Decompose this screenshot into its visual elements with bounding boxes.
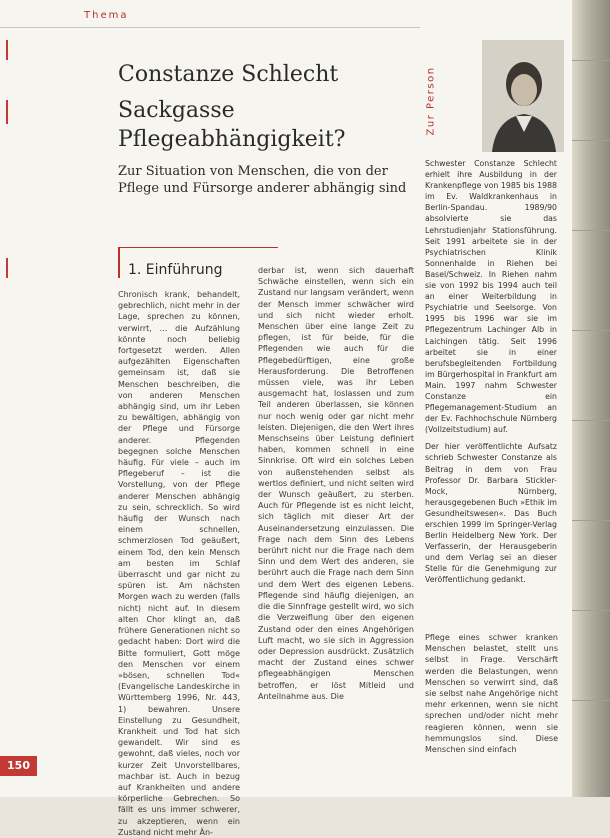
margin-mark <box>6 40 8 60</box>
article-title <box>118 96 345 154</box>
margin-mark <box>6 100 8 124</box>
text-column-3 <box>425 632 558 755</box>
header-rule <box>0 27 420 28</box>
text-column-2 <box>258 265 414 702</box>
sidebar-label-text: Zur Person <box>425 66 437 136</box>
section-mark <box>118 248 120 278</box>
bio-paragraph: Schwester Constanze Schlecht erhielt ihre Ausbildung in der Krankenpflege von 1985 bis 1988 im Ev. Waldkrankenhaus in Berlin-Spandau. 1989/90 absolvierte sie das Lehrstudienjahr Stationsführung. Seit 1991 arbeitete sie in der Psychiatrischen Klinik Sonnenhalde in Riehen bei Basel/Schweiz. In Riehen nahm sie von 1992 bis 1994 auch teil an einer Weiterbildung in Psychiatrie und Seelsorge. Von 1995 bis 1996 war sie im Pflegezentrum Lachinger Alb in Laichingen tätig. Seit 1996 arbeitet sie in einer berufsbegleitenden Fortbildung im Bürgerhospital in Frankfurt am Main. 1997 nahm Schwester Constanze ein Pflegemanagement-Studium an der Ev. Fachhochschule Nürnberg (Vollzeitstudium) auf. <box>425 159 557 435</box>
article-subtitle: Zur Situation von Menschen, die von der Pflege und Fürsorge anderer abhängig sind <box>118 164 407 196</box>
body-text: Pflege eines schwer kranken Menschen belastet, stellt uns selbst in Frage. Verschärft werden die Belastungen, wenn Menschen so verwirrt sind, daß sie selbst nahe Angehörige nicht mehr erkennen, wenn sie nicht sprechen und/oder nicht mehr reagieren können, wenn sie hemmungslos sind. Diese Menschen sind einfach <box>425 633 558 755</box>
title-line-2: Pflegeabhängigkeit? <box>118 127 346 152</box>
margin-mark <box>6 258 8 278</box>
page-number: 150 <box>0 756 37 776</box>
portrait-image <box>482 40 564 152</box>
book-spine-edge <box>572 0 610 797</box>
text-column-1 <box>118 289 240 838</box>
article-author: Constanze Schlecht <box>118 62 339 87</box>
body-text: derbar ist, wenn sich dauerhaft Schwäche einstellen, wenn sich ein Zustand nur langsam verändert, wenn der Mensch immer schwächer wird und sich nicht wieder erholt. Menschen über eine lange Zeit zu pflegen, ist für beide, für die Pflegenden wie auch für die Pflegebedürftigen, eine große Herausforderung. Die Betroffenen müssen viele, was ihr Leben ausgemacht hat, loslassen und zum Teil anderen überlassen, sie können nur noch wenig oder gar nicht mehr leisten. Diejenigen, die den Wert ihres Menschseins über Leistung definiert haben, kommen schnell in eine Sinnkrise. Oft wird ein solches Leben von außenstehenden selbst als wertlos definiert, und nicht selten wird der Wunsch geäußert, zu sterben. Auch für Pflegende ist es nicht leicht, sich täglich mit dieser Art der Auseinandersetzung einzulassen. Die Frage nach dem Sinn des Lebens berührt nicht nur die Frage nach dem Sinn und dem Wert des anderen, sie berührt auch die Frage nach dem Sinn und dem Wert des eigenen Lebens. Pflegende sind häufig diejenigen, an die die Sinnfrage gestellt wird, wo sich die Verzweiflung über den eigenen Zustand oder den eines Angehörigen Luft macht, wo sie sich in Aggression oder Depression ausdrückt. Zusätzlich macht der Zustand eines schwer pflegeabhängigen Menschen betroffen, er löst Mitleid und Anteilnahme aus. Die <box>258 266 414 701</box>
sidebar-label <box>421 40 439 140</box>
section-heading: 1. Einführung <box>128 262 223 278</box>
body-text: Chronisch krank, behandelt, gebrechlich, nicht mehr in der Lage, sprechen zu können, verwirrt, … die Aufzählung könnte noch beliebig fortgesetzt werden. Allen aufgezählten Eigenschaften gemeinsam ist, daß sie Menschen beschreiben, die von anderen Menschen abhängig sind, um ihr Leben zu bewältigen, abhängig von der Pflege und Fürsorge anderer. Pflegenden begegnen solche Menschen häufig. Für viele – auch im Pflegeberuf – ist die Vorstellung, von der Pflege anderer Menschen abhängig zu sein, schrecklich. So wird häufig der Wunsch nach einem schnellen, schmerzlosen Tod geäußert, einem Tod, den kein Mensch am besten im Schlaf überrascht und gar nicht zu spüren ist. Am nächsten Morgen wach zu werden (falls nicht) nicht auf. In diesem alten Chor klingt an, daß frühere Generationen nicht so gedacht haben: Dort wird die Bitte formuliert, Gott möge den Menschen vor einem »bösen, schnellen Tod« (Evangelische Landeskirche in Württemberg 1996, Nr. 443, 1) bewahren. Unsere Einstellung zu Gesundheit, Krankheit und Tod hat sich gewandelt. Wir sind es gewohnt, daß vieles, noch vor kurzer Zeit Unvorstellbares, machbar ist. Auch in bezug auf Krankheiten und andere körperliche Gebrechen. So fällt es uns immer schwerer, zu akzeptieren, wenn ein Zustand nicht mehr Än- <box>118 290 240 837</box>
title-line-1: Sackgasse <box>118 98 235 123</box>
section-label: Thema <box>84 10 129 21</box>
section-rule <box>118 247 278 248</box>
author-bio <box>425 158 557 592</box>
bio-paragraph: Der hier veröffentlichte Aufsatz schrieb Schwester Constanze als Beitrag in dem von Frau Professor Dr. Barbara Stickler-Mock, Nürnberg, herausgegebenen Buch »Ethik im Gesundheitswesen«. Das Buch erschien 1999 im Springer-Verlag Berlin Heidelberg New York. Der Verfasserin, der Herausgeberin und dem Verlag sei an dieser Stelle für die Genehmigung zur Veröffentlichung gedankt. <box>425 442 557 585</box>
author-photo <box>482 40 564 152</box>
